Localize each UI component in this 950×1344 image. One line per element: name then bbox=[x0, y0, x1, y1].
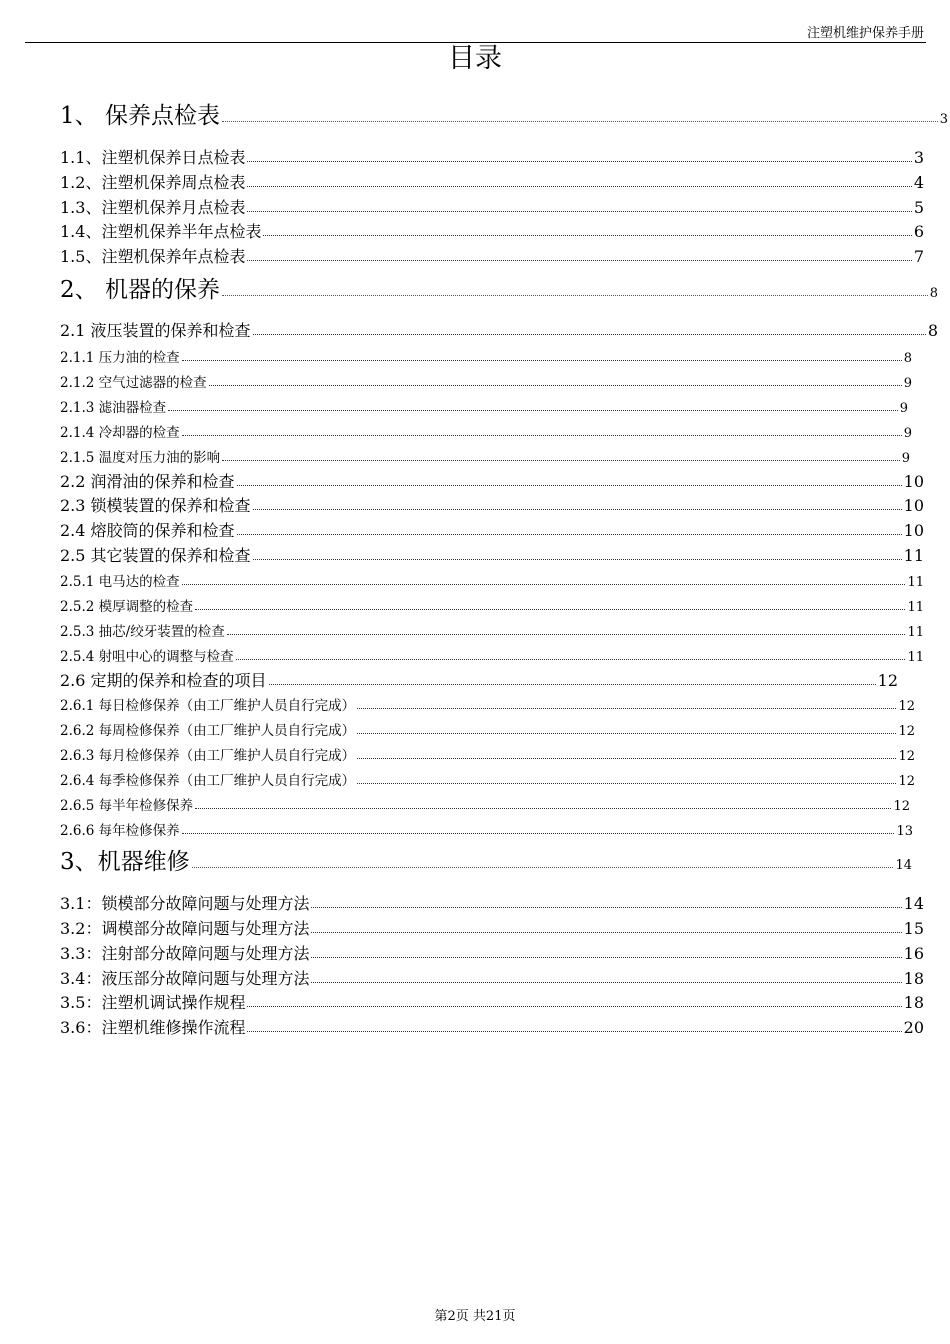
toc-entry[interactable] bbox=[60, 219, 924, 242]
toc-entry-label: 1.5、注塑机保养年点检表 bbox=[60, 247, 246, 266]
toc-entry-label: 3、机器维修 bbox=[60, 849, 190, 875]
toc-title: 目录 bbox=[448, 43, 502, 74]
toc-entry[interactable] bbox=[60, 318, 938, 341]
dot-leader bbox=[247, 211, 911, 212]
running-header: 注塑机维护保养手册 bbox=[806, 26, 924, 41]
toc-entry-page: 14 bbox=[903, 894, 924, 913]
toc-entry-label: 2.6.5 每半年检修保养 bbox=[60, 798, 194, 814]
toc-entry-label: 2.5.1 电马达的检查 bbox=[60, 574, 180, 590]
dot-leader bbox=[247, 1006, 901, 1007]
dot-leader bbox=[227, 634, 906, 635]
toc-entry-page: 5 bbox=[913, 198, 924, 217]
toc-entry[interactable] bbox=[60, 719, 915, 739]
dot-leader bbox=[195, 808, 891, 809]
toc-entry[interactable] bbox=[60, 668, 898, 691]
dot-leader bbox=[357, 758, 896, 759]
toc-entry[interactable] bbox=[60, 916, 924, 939]
toc-entry-label: 1.3、注塑机保养月点检表 bbox=[60, 198, 246, 217]
toc-entry-page: 7 bbox=[913, 247, 924, 266]
toc-entry-page: 9 bbox=[903, 426, 912, 441]
toc-entry-page: 9 bbox=[903, 376, 912, 391]
dot-leader bbox=[253, 334, 926, 335]
toc-entry-page: 12 bbox=[898, 749, 915, 764]
dot-leader bbox=[168, 410, 898, 411]
toc-entry-page: 10 bbox=[903, 496, 924, 515]
dot-leader bbox=[357, 783, 896, 784]
toc-entry-label: 2.6 定期的保养和检查的项目 bbox=[60, 671, 267, 690]
toc-entry-label: 2.1.3 滤油器检查 bbox=[60, 400, 167, 416]
toc-entry-page: 8 bbox=[903, 351, 912, 366]
toc-entry-label: 2.5.3 抽芯/绞牙装置的检查 bbox=[60, 624, 225, 640]
toc-entry[interactable] bbox=[60, 446, 910, 466]
toc-entry-label: 2.1.2 空气过滤器的检查 bbox=[60, 375, 207, 391]
dot-leader bbox=[222, 295, 928, 296]
toc-entry[interactable] bbox=[60, 819, 913, 839]
toc-entry-label: 2.1 液压装置的保养和检查 bbox=[60, 321, 251, 340]
toc-entry-page: 11 bbox=[907, 575, 924, 590]
toc-entry[interactable] bbox=[60, 794, 910, 814]
toc-entry-page: 12 bbox=[893, 799, 910, 814]
toc-entry-page: 8 bbox=[927, 321, 938, 340]
dot-leader bbox=[182, 360, 902, 361]
toc-entry-page: 20 bbox=[903, 1018, 924, 1037]
toc-entry-page: 14 bbox=[895, 858, 912, 873]
dot-leader bbox=[357, 708, 896, 709]
dot-leader bbox=[222, 460, 900, 461]
toc-entry-label: 2.6.6 每年检修保养 bbox=[60, 823, 180, 839]
dot-leader bbox=[247, 1031, 901, 1032]
dot-leader bbox=[247, 161, 911, 162]
toc-entry-label: 3.5：注塑机调试操作规程 bbox=[60, 993, 246, 1012]
toc-entry-page: 11 bbox=[907, 600, 924, 615]
page-footer: 第2页 共21页 bbox=[434, 1309, 516, 1324]
toc-entry-page: 12 bbox=[877, 671, 898, 690]
toc-entry-page: 8 bbox=[929, 286, 938, 301]
dot-leader bbox=[253, 509, 902, 510]
toc-entry-page: 11 bbox=[903, 546, 924, 565]
toc-entry[interactable] bbox=[60, 271, 938, 304]
toc-entry-page: 15 bbox=[903, 919, 924, 938]
toc-entry-label: 2.1.5 温度对压力油的影响 bbox=[60, 450, 221, 466]
toc-entry-label: 2.6.1 每日检修保养（由工厂维护人员自行完成） bbox=[60, 698, 356, 714]
toc-entry[interactable] bbox=[60, 396, 908, 416]
toc-entry-label: 2.1.1 压力油的检查 bbox=[60, 350, 180, 366]
toc-entry-label: 3.6：注塑机维修操作流程 bbox=[60, 1018, 246, 1037]
toc-entry-label: 2.4 熔胶筒的保养和检查 bbox=[60, 521, 235, 540]
toc-entry-page: 13 bbox=[896, 824, 913, 839]
dot-leader bbox=[237, 534, 902, 535]
dot-leader bbox=[247, 186, 911, 187]
toc-entry[interactable] bbox=[60, 1015, 924, 1038]
toc-entry[interactable] bbox=[60, 891, 924, 914]
toc-entry[interactable] bbox=[60, 744, 915, 764]
dot-leader bbox=[182, 435, 902, 436]
dot-leader bbox=[195, 609, 905, 610]
toc-entry-label: 2.3 锁模装置的保养和检查 bbox=[60, 496, 251, 515]
toc-entry[interactable] bbox=[60, 195, 924, 218]
toc-entry-label: 3.2：调模部分故障问题与处理方法 bbox=[60, 919, 310, 938]
dot-leader bbox=[236, 659, 906, 660]
toc-entry-label: 2.1.4 冷却器的检查 bbox=[60, 425, 180, 441]
toc-entry-label: 2.6.3 每月检修保养（由工厂维护人员自行完成） bbox=[60, 748, 356, 764]
dot-leader bbox=[311, 957, 901, 958]
toc-entry-page: 4 bbox=[913, 173, 924, 192]
toc-entry[interactable] bbox=[60, 966, 924, 989]
toc-entry[interactable] bbox=[60, 990, 924, 1013]
toc-entry[interactable] bbox=[60, 371, 912, 391]
toc-entry[interactable] bbox=[60, 145, 924, 168]
toc-entry[interactable] bbox=[60, 941, 924, 964]
toc-entry-label: 1、 保养点检表 bbox=[60, 103, 220, 129]
toc-entry-page: 10 bbox=[903, 472, 924, 491]
toc-entry-page: 18 bbox=[903, 993, 924, 1012]
toc-entry-page: 11 bbox=[907, 650, 924, 665]
toc-entry-page: 10 bbox=[903, 521, 924, 540]
toc-entry-label: 2.5 其它装置的保养和检查 bbox=[60, 546, 251, 565]
dot-leader bbox=[311, 932, 901, 933]
dot-leader bbox=[311, 907, 901, 908]
dot-leader bbox=[357, 733, 896, 734]
toc-entry[interactable] bbox=[60, 843, 912, 876]
toc-entry-label: 3.4：液压部分故障问题与处理方法 bbox=[60, 969, 310, 988]
toc-entry[interactable] bbox=[60, 170, 924, 193]
toc-entry[interactable] bbox=[60, 518, 924, 541]
toc-entry-page: 18 bbox=[903, 969, 924, 988]
dot-leader bbox=[182, 833, 895, 834]
toc-entry-label: 2.5.2 模厚调整的检查 bbox=[60, 599, 194, 615]
toc-entry-label: 2.6.2 每周检修保养（由工厂维护人员自行完成） bbox=[60, 723, 356, 739]
toc-entry-label: 1.1、注塑机保养日点检表 bbox=[60, 148, 246, 167]
toc-entry[interactable] bbox=[60, 346, 912, 366]
toc-entry[interactable] bbox=[60, 421, 912, 441]
toc-entry-page: 12 bbox=[898, 774, 915, 789]
toc-entry-page: 3 bbox=[939, 112, 948, 127]
dot-leader bbox=[237, 485, 902, 486]
dot-leader bbox=[253, 559, 902, 560]
toc-entry[interactable] bbox=[60, 543, 924, 566]
dot-leader bbox=[222, 121, 938, 122]
dot-leader bbox=[182, 584, 906, 585]
toc-entry-label: 2.6.4 每季检修保养（由工厂维护人员自行完成） bbox=[60, 773, 356, 789]
toc-entry-label: 2、 机器的保养 bbox=[60, 277, 220, 303]
dot-leader bbox=[209, 385, 902, 386]
toc-entry-page: 3 bbox=[913, 148, 924, 167]
toc-entry-label: 2.2 润滑油的保养和检查 bbox=[60, 472, 235, 491]
toc-entry-page: 12 bbox=[898, 699, 915, 714]
toc-entry-page: 11 bbox=[907, 625, 924, 640]
toc-entry-label: 3.1：锁模部分故障问题与处理方法 bbox=[60, 894, 310, 913]
toc-entry[interactable] bbox=[60, 97, 948, 130]
toc-entry-page: 9 bbox=[901, 451, 910, 466]
toc-entry-page: 9 bbox=[899, 401, 908, 416]
toc-entry-page: 12 bbox=[898, 724, 915, 739]
toc-entry[interactable] bbox=[60, 469, 924, 492]
toc-entry[interactable] bbox=[60, 493, 924, 516]
toc-entry-label: 1.4、注塑机保养半年点检表 bbox=[60, 222, 262, 241]
toc-entry-label: 2.5.4 射咀中心的调整与检查 bbox=[60, 649, 234, 665]
toc-entry[interactable] bbox=[60, 570, 924, 590]
dot-leader bbox=[269, 684, 876, 685]
dot-leader bbox=[263, 235, 911, 236]
dot-leader bbox=[311, 982, 901, 983]
toc-entry[interactable] bbox=[60, 694, 915, 714]
toc-entry[interactable] bbox=[60, 769, 915, 789]
dot-leader bbox=[192, 867, 894, 868]
toc-entry[interactable] bbox=[60, 244, 924, 267]
toc-entry-page: 6 bbox=[913, 222, 924, 241]
toc-entry[interactable] bbox=[60, 595, 924, 615]
toc-entry[interactable] bbox=[60, 620, 924, 640]
toc-entry-label: 3.3：注射部分故障问题与处理方法 bbox=[60, 944, 310, 963]
toc-entry-page: 16 bbox=[903, 944, 924, 963]
toc-entry[interactable] bbox=[60, 645, 924, 665]
dot-leader bbox=[247, 260, 911, 261]
toc-entry-label: 1.2、注塑机保养周点检表 bbox=[60, 173, 246, 192]
